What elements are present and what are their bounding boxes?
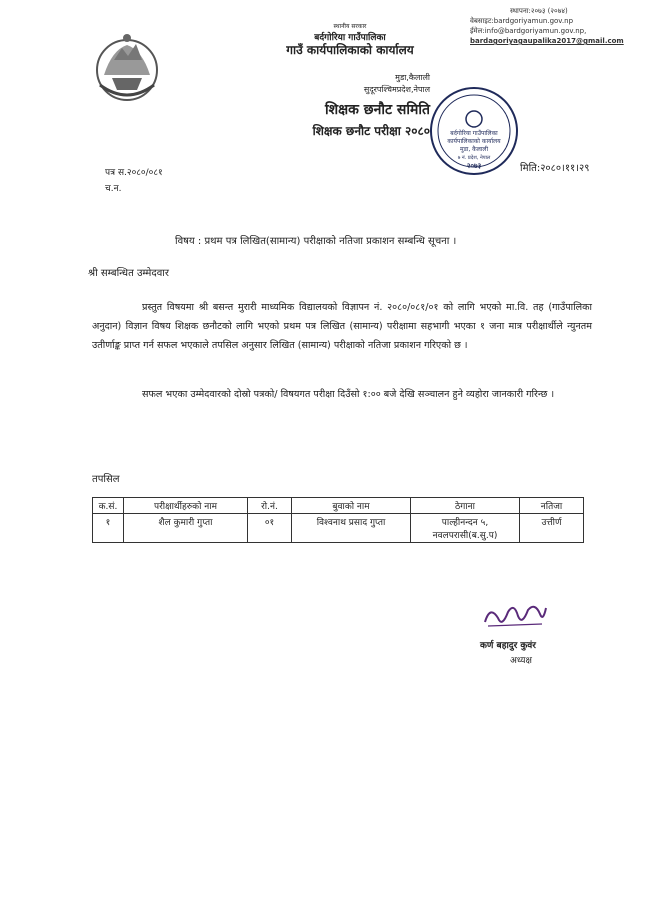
svg-text:मुडा, कैलाली: मुडा, कैलाली <box>459 146 489 153</box>
svg-text:कार्यपालिकाको कार्यालय: कार्यपालिकाको कार्यालय <box>447 138 501 145</box>
signature-icon <box>480 600 550 630</box>
svg-text:२०७३: २०७३ <box>466 162 482 170</box>
signatory-title: अध्यक्ष <box>510 656 532 666</box>
col-roll: रो.नं. <box>248 498 292 514</box>
paragraph-1: प्रस्तुत विषयमा श्री बसन्त मुरारी माध्यमिक विद्यालयको विज्ञापन नं. २०८०/०८१/०१ को लागि भएको मा.वि. तह (गाउँपालिका अनुदान) विज्ञान विषय शिक्षक छनौटको लागि भएको प्रथम पत्र लिखित (सामान्य) परीक्षामा सहभागी भएका १ जना मात्र परीक्षार्थीले न्युनतम उतीर्णाङ्क प्राप्त गर्न सफल भएकाले तपसिल अनुसार लिखित (सामान्य) परीक्षाको नतिजा प्रकाशन गरिएको छ । <box>92 302 592 351</box>
table-row <box>93 514 584 543</box>
table-header-row <box>93 498 584 514</box>
municipality-name: बर्दगोरिया गाउँपालिका <box>314 33 386 43</box>
exam-name: शिक्षक छनौट परीक्षा २०८० <box>312 124 430 138</box>
cell-father: विश्वनाथ प्रसाद गुप्ता <box>292 514 411 543</box>
gmail-link: bardagoriyagaupalika2017@gmail.com <box>470 37 624 45</box>
col-father: बुवाको नाम <box>292 498 411 514</box>
paragraph-2: सफल भएका उम्मेदवारको दोस्रो पत्रको/ विषयगत परीक्षा दिउँसो १:०० बजे देखि सञ्चालन हुने व्यहोरा जानकारी गरिन्छ । <box>142 389 555 400</box>
col-result: नतिजा <box>520 498 584 514</box>
subject-line: विषय : प्रथम पत्र लिखित(सामान्य) परीक्षाको नतिजा प्रकाशन सम्बन्धि सूचना । <box>175 236 457 247</box>
cell-roll: ०१ <box>248 514 292 543</box>
government-label: स्थानीय सरकार <box>333 23 367 30</box>
dispatch-number: च.न. <box>105 184 122 194</box>
office-name: गाउँ कार्यपालिकाको कार्यालय <box>286 43 414 57</box>
email-link: ईमेल:info@bardgoriyamun.gov.np, <box>470 27 587 35</box>
cell-candidate: शैल कुमारी गुप्ता <box>124 514 248 543</box>
committee-name: शिक्षक छनौट समिति <box>324 102 430 118</box>
office-seal-icon <box>428 85 520 177</box>
cell-result: उत्तीर्ण <box>520 514 584 543</box>
salutation: श्री सम्बन्धित उम्मेदवार <box>88 268 169 279</box>
col-candidate: परीक्षार्थीहरुको नाम <box>124 498 248 514</box>
nepal-emblem-icon <box>92 30 162 105</box>
address-line-2: सुदूरपश्चिमप्रदेश,नेपाल <box>363 85 430 94</box>
tapasil-heading: तपसिल <box>92 474 120 485</box>
contact-estd: स्थापना:२०७३ (२०७४) वेबसाइट:bardgoriyamun.gov.np ईमेल:info@bardgoriyamun.gov.np, bardagoriyagaupalika2017@gmail.com <box>470 7 624 45</box>
svg-text:७ नं. प्रदेश, नेपाल: ७ नं. प्रदेश, नेपाल <box>457 155 491 161</box>
website-link: वेबसाइट:bardgoriyamun.gov.np <box>470 17 574 25</box>
address-line-1: मुडा,कैलाली <box>395 73 430 82</box>
letter-date: मिति:२०८०।११।२९ <box>520 163 590 174</box>
col-address: ठेगाना <box>411 498 520 514</box>
signatory-name: कर्ण बहादुर कुवंर <box>480 641 536 651</box>
results-table <box>92 497 584 543</box>
col-sn: क.सं. <box>93 498 124 514</box>
cell-sn: १ <box>93 514 124 543</box>
reference-number: पत्र स.२०८०/०८१ <box>105 168 163 178</box>
svg-text:बर्दगोरिया गाउँपालिका: बर्दगोरिया गाउँपालिका <box>450 130 498 137</box>
cell-address: पाल्हीनन्दन ५, नवलपरासी(ब.सु.प) <box>411 514 520 543</box>
